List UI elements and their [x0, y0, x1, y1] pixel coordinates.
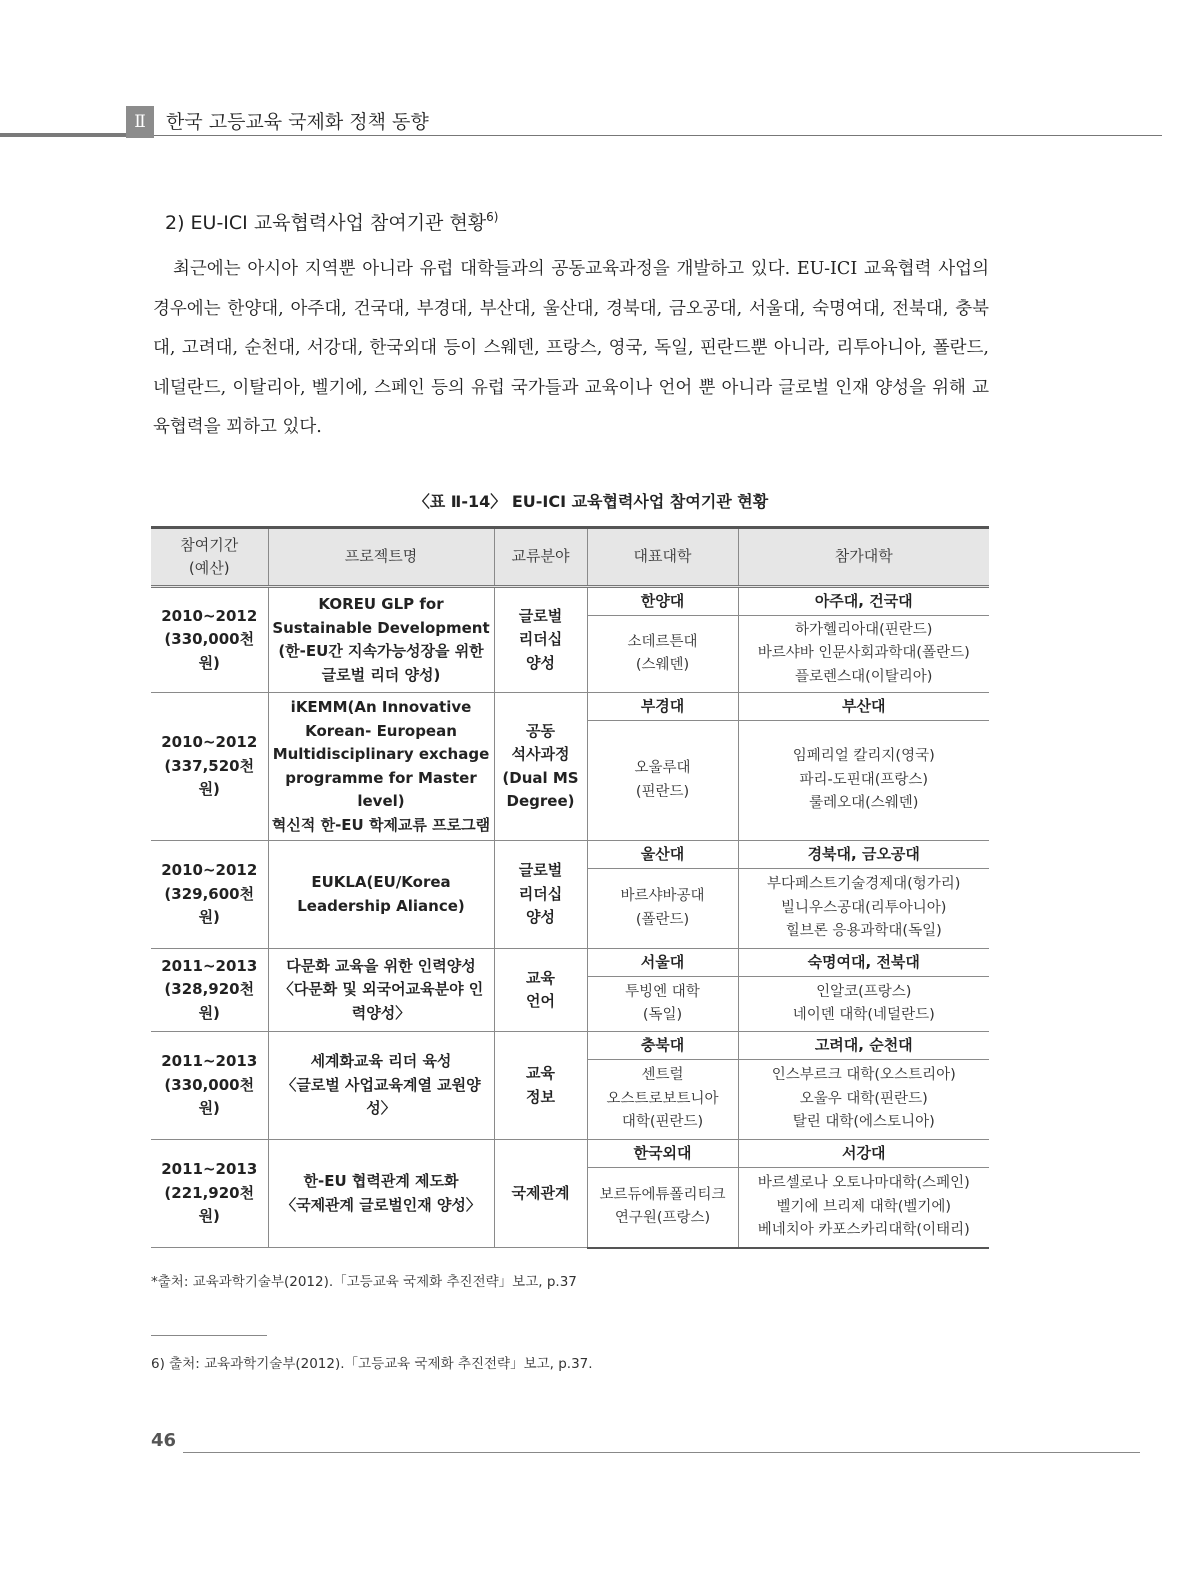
table-row — [151, 841, 989, 869]
project-text: 한-EU 협력관계 제도화 〈국제관계 글로벌인재 양성〉 — [281, 1172, 481, 1214]
cell-part-korea: 경북대, 금오공대 — [738, 841, 989, 869]
header-project-text: 프로젝트명 — [344, 547, 418, 566]
lead-eu-text: 투빙엔 대학 (독일) — [625, 983, 700, 1023]
cell-part-korea: 아주대, 건국대 — [738, 587, 989, 616]
table-row — [151, 1032, 989, 1060]
cell-lead-eu — [587, 721, 738, 841]
table-caption: 〈표 Ⅱ-14〉 EU-ICI 교육협력사업 참여기관 현황 — [413, 492, 769, 511]
part-eu-text: 하가헬리아대(핀란드) 바르샤바 인문사회과학대(폴란드) 플로렌스대(이탈리아) — [757, 621, 970, 685]
cell-lead-eu — [587, 616, 738, 693]
project-text: 세계화교육 리더 육성 〈글로벌 사업교육계열 교원양성〉 — [281, 1052, 481, 1118]
period-text: 2011~2013 (330,000천원) — [161, 1052, 258, 1118]
part-eu-text: 바르셀로나 오토나마대학(스페인) 벨기에 브리제 대학(벨기에) 베네치아 카포스카리대학(이태리) — [757, 1175, 970, 1238]
footnote-rule — [151, 1335, 267, 1336]
field-text: 국제관계 — [511, 1183, 570, 1202]
cell-part-eu — [738, 616, 989, 693]
field-text: 교육 정보 — [526, 1064, 555, 1106]
table-row — [151, 587, 989, 616]
part-eu-text: 인알코(프랑스) 네이덴 대학(네덜란드) — [792, 983, 935, 1023]
cell-part-korea: 숙명여대, 전북대 — [738, 949, 989, 977]
cell-field — [494, 949, 587, 1032]
header-period-text: 참여기간 (예산) — [180, 535, 239, 577]
chapter-title: 한국 고등교육 국제화 정책 동향 — [166, 111, 429, 133]
cell-period — [151, 1140, 268, 1248]
cell-lead-korea: 한양대 — [587, 587, 738, 616]
period-text: 2010~2012 (330,000천원) — [161, 606, 258, 672]
period-text: 2010~2012 (337,520천원) — [161, 733, 258, 799]
table-header-row — [151, 528, 989, 587]
project-text: EUKLA(EU/Korea Leadership Aliance) — [297, 873, 465, 915]
cell-lead-eu — [587, 869, 738, 949]
part-eu-text: 인스부르크 대학(오스트리아) 오울우 대학(핀란드) 탈린 대학(에스토니아) — [771, 1067, 956, 1131]
field-text: 글로벌 리더십 양성 — [518, 861, 563, 927]
cell-project — [268, 587, 494, 693]
period-text: 2010~2012 (329,600천원) — [161, 861, 258, 927]
cell-part-korea: 서강대 — [738, 1140, 989, 1168]
lead-eu-text: 바르샤바공대 (폴란드) — [620, 888, 705, 928]
institutions-table — [151, 526, 989, 1249]
cell-project — [268, 949, 494, 1032]
header-field — [494, 528, 587, 587]
lead-eu-text: 센트럴 오스트로보트니아 대학(핀란드) — [606, 1067, 719, 1131]
project-text: iKEMM(An Innovative Korean- European Multidisciplinary exchage programme for Master level) 혁신적 한-EU 학제교류 프로그램 — [271, 698, 491, 834]
cell-lead-eu — [587, 977, 738, 1032]
header-rule — [154, 135, 1162, 136]
field-text: 글로벌 리더십 양성 — [518, 606, 563, 672]
cell-period — [151, 1032, 268, 1140]
cell-field — [494, 1140, 587, 1248]
cell-lead-eu — [587, 1168, 738, 1248]
period-text: 2011~2013 (328,920천원) — [161, 956, 258, 1022]
footnote-ref: 6) — [486, 210, 499, 224]
period-text: 2011~2013 (221,920천원) — [161, 1160, 258, 1226]
cell-period — [151, 693, 268, 841]
cell-field — [494, 587, 587, 693]
cell-project — [268, 841, 494, 949]
cell-field — [494, 1032, 587, 1140]
lead-eu-text: 소데르튼대 (스웨덴) — [627, 633, 698, 673]
project-text: 다문화 교육을 위한 인력양성 〈다문화 및 외국어교육분야 인력양성〉 — [278, 956, 484, 1022]
cell-lead-eu — [587, 1060, 738, 1140]
footer-rule — [183, 1452, 1140, 1453]
cell-period — [151, 949, 268, 1032]
footnote: 6) 출처: 교육과학기술부(2012).「고등교육 국제화 추진전략」보고, p.37. — [151, 1356, 593, 1372]
header-lead-university — [587, 528, 738, 587]
header-accent-bar — [0, 133, 126, 137]
header-part-text: 참가대학 — [834, 547, 893, 566]
cell-field — [494, 693, 587, 841]
part-eu-text: 부다페스트기술경제대(헝가리) 빌니우스공대(리투아니아) 힐브론 응용과학대(독일) — [767, 876, 961, 940]
cell-project — [268, 1032, 494, 1140]
cell-lead-korea: 울산대 — [587, 841, 738, 869]
cell-part-eu — [738, 721, 989, 841]
body-paragraph: 최근에는 아시아 지역뿐 아니라 유럽 대학들과의 공동교육과정을 개발하고 있다. EU-ICI 교육협력 사업의 경우에는 한양대, 아주대, 건국대, 부경대, 부산대, 울산대, 경북대, 금오공대, 서울대, 숙명여대, 전북대, 충북대, 고려대, 순천대, 서강대, 한국외대 등이 스웨덴, 프랑스, 영국, 독일, 핀란드뿐 아니라, 리투아니아, 폴란드, 네덜란드, 이탈리아, 벨기에, 스페인 등의 유럽 국가들과 교육이나 언어 뿐 아니라 글로벌 인재 양성을 위해 교육협력을 꾀하고 있다. — [153, 259, 989, 437]
cell-lead-korea: 한국외대 — [587, 1140, 738, 1168]
header-participating-university — [738, 528, 989, 587]
header-field-text: 교류분야 — [511, 547, 570, 566]
table-source-note: *출처: 교육과학기술부(2012).「고등교육 국제화 추진전략」보고, p.37 — [151, 1274, 577, 1290]
cell-lead-korea: 충북대 — [587, 1032, 738, 1060]
cell-project — [268, 1140, 494, 1248]
section-title-text: 2) EU-ICI 교육협력사업 참여기관 현황 — [165, 212, 487, 234]
part-eu-text: 임페리얼 칼리지(영국) 파리-도핀대(프랑스) 룰레오대(스웨덴) — [792, 748, 935, 812]
header-lead-text: 대표대학 — [633, 547, 692, 566]
header-period — [151, 528, 268, 587]
cell-period — [151, 841, 268, 949]
chapter-mark: Ⅱ — [126, 106, 154, 138]
field-text: 교육 언어 — [526, 968, 555, 1010]
cell-lead-korea: 부경대 — [587, 693, 738, 721]
cell-period — [151, 587, 268, 693]
cell-project — [268, 693, 494, 841]
field-text: 공동 석사과정 (Dual MS Degree) — [502, 721, 579, 810]
section-title — [165, 204, 498, 236]
cell-part-korea: 부산대 — [738, 693, 989, 721]
table-row — [151, 1140, 989, 1168]
cell-part-korea: 고려대, 순천대 — [738, 1032, 989, 1060]
cell-part-eu — [738, 869, 989, 949]
lead-eu-text: 보르듀에튜폴리티크 연구원(프랑스) — [599, 1186, 726, 1227]
cell-lead-korea: 서울대 — [587, 949, 738, 977]
cell-part-eu — [738, 977, 989, 1032]
project-text: KOREU GLP for Sustainable Development (한-EU간 지속가능성장을 위한 글로벌 리더 양성) — [272, 595, 490, 684]
page-number: 46 — [151, 1430, 177, 1451]
cell-part-eu — [738, 1168, 989, 1248]
cell-field — [494, 841, 587, 949]
table-row — [151, 949, 989, 977]
header-project — [268, 528, 494, 587]
cell-part-eu — [738, 1060, 989, 1140]
table-row — [151, 693, 989, 721]
lead-eu-text: 오울루대 (핀란드) — [634, 760, 691, 800]
